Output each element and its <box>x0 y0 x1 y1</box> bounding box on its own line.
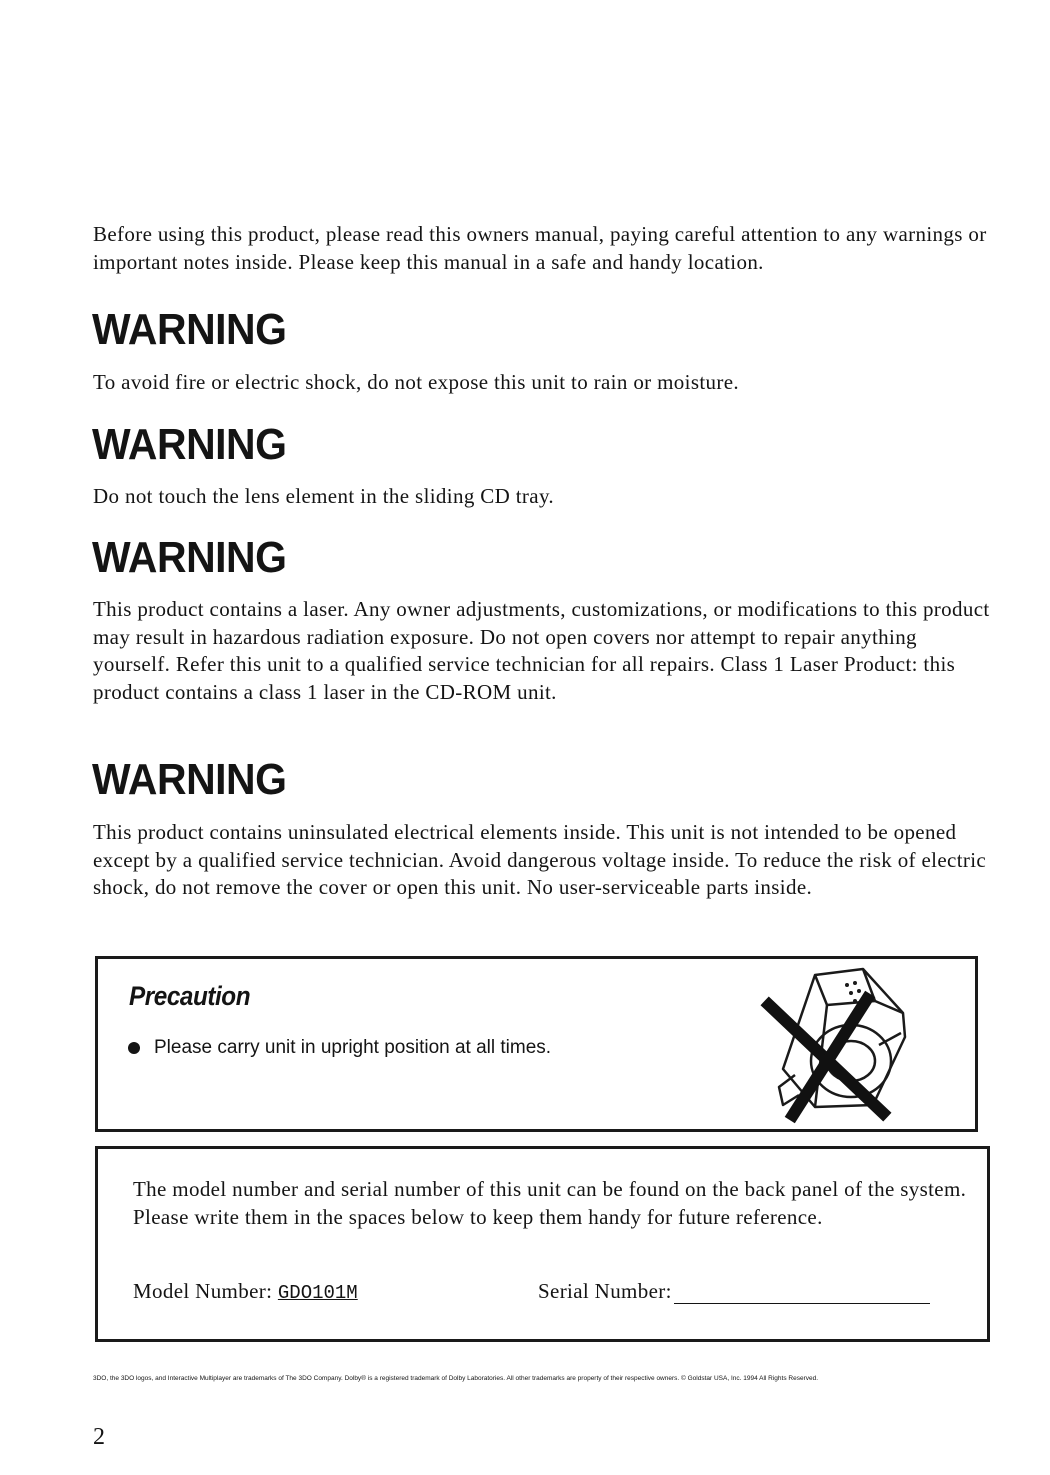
model-number-line <box>133 1279 358 1304</box>
warning-heading-2: WARNING <box>92 420 287 469</box>
serial-number-label: Serial Number: <box>538 1279 672 1303</box>
crossed-out-unit-icon <box>755 965 915 1125</box>
model-number-label: Model Number: <box>133 1279 278 1303</box>
precaution-box <box>95 956 978 1132</box>
precaution-item-text: Please carry unit in upright position at all times. <box>154 1037 552 1058</box>
precaution-item <box>128 1037 551 1059</box>
model-number-value: GDO101M <box>277 1282 358 1304</box>
legal-notice: 3DO, the 3DO logos, and Interactive Multiplayer are trademarks of The 3DO Company. Dolby® is a registered trademark of Dolby Laboratories. All other trademarks are property of their respective owners. © Goldstar USA, Inc. 1994 All Rights Reserved. <box>93 1374 819 1382</box>
warning-heading-3: WARNING <box>92 533 287 582</box>
model-info-box <box>95 1146 990 1342</box>
warning-text-3: This product contains a laser. Any owner adjustments, customizations, or modifications to this product may result in hazardous radiation exposure. Do not open covers nor attempt to repair anything yourself. Refer this unit to a qualified service technician for all repairs. Class 1 Laser Product: this product contains a class 1 laser in the CD-ROM unit. <box>93 597 990 704</box>
serial-number-blank <box>674 1283 930 1304</box>
warning-text-2: Do not touch the lens element in the sliding CD tray. <box>93 484 555 508</box>
warning-text-1: To avoid fire or electric shock, do not expose this unit to rain or moisture. <box>93 370 739 394</box>
page-number: 2 <box>93 1424 105 1450</box>
model-info-text: The model number and serial number of this unit can be found on the back panel of the system. Please write them in the spaces below to keep them handy for future reference. <box>133 1177 967 1229</box>
precaution-title: Precaution <box>129 981 251 1011</box>
serial-number-line <box>538 1279 930 1304</box>
warning-heading-4: WARNING <box>92 755 287 804</box>
warning-heading-1: WARNING <box>92 305 287 354</box>
intro-paragraph: Before using this product, please read this owners manual, paying careful attention to any warnings or important notes inside. Please keep this manual in a safe and handy location. <box>93 222 987 274</box>
warning-text-4: This product contains uninsulated electrical elements inside. This unit is not intended to be opened except by a qualified service technician. Avoid dangerous voltage inside. To reduce the risk of electric shock, do not remove the cover or open this unit. No user-serviceable parts inside. <box>93 820 987 899</box>
bullet-icon <box>128 1042 140 1054</box>
